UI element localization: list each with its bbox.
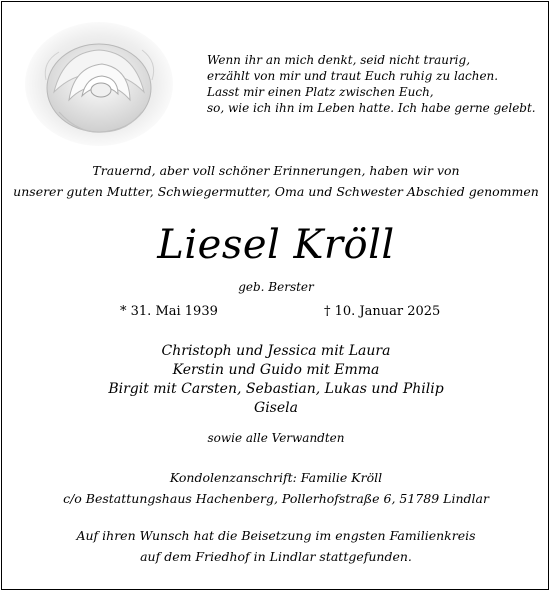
poem-line: Wenn ihr an mich denkt, seid nicht traurig, [207,53,471,67]
death-date: † 10. Januar 2025 [324,304,441,319]
poem-line: so, wie ich ihn im Leben hatte. Ich habe gerne gelebt. [207,101,536,115]
intro-line: Trauernd, aber voll schöner Erinnerungen, haben wir von [92,163,460,178]
birth-date: * 31. Mai 1939 [120,304,218,319]
poem [207,52,537,116]
rose-icon [24,22,174,147]
intro-line: unserer guten Mutter, Schwiegermutter, Oma und Schwester Abschied genommen [13,184,539,199]
burial-note-line: auf dem Friedhof in Lindlar stattgefunden. [140,549,412,564]
family-line: Christoph und Jessica mit Laura [161,343,391,359]
burial-note [2,525,550,567]
maiden-name: geb. Berster [238,280,314,294]
family-line: Kerstin und Guido mit Emma [172,362,380,378]
family-line: Birgit mit Carsten, Sebastian, Lukas und Philip [108,381,444,397]
condolence-line: Kondolenzanschrift: Familie Kröll [169,470,383,485]
condolence-line: c/o Bestattungshaus Hachenberg, Pollerhofstraße 6, 51789 Lindlar [63,491,489,506]
family-line: Gisela [254,400,298,416]
relatives-text: sowie alle Verwandten [207,431,345,445]
deceased-name: Liesel Kröll [157,222,395,268]
condolence-address [2,467,550,509]
poem-line: Lasst mir einen Platz zwischen Euch, [207,85,434,99]
family-list [2,342,550,418]
poem-line: erzählt von mir und traut Euch ruhig zu lachen. [207,69,499,83]
burial-note-line: Auf ihren Wunsch hat die Beisetzung im engsten Familienkreis [76,528,476,543]
obituary-notice [1,1,549,590]
intro-text [2,160,550,202]
